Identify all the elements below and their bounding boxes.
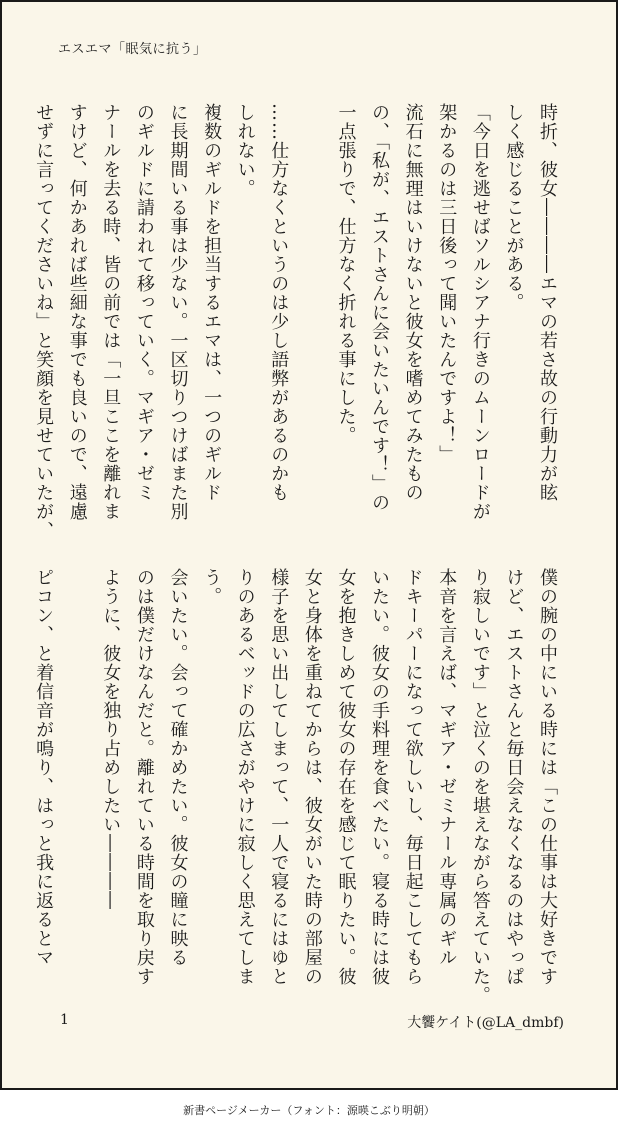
text-line: り寂しいです」と泣くのを堪えながら答えていた。 [469, 568, 491, 1005]
blank-line [60, 568, 94, 1000]
text-line: 僕の腕の中にいる時には「この仕事は大好きです [537, 568, 558, 986]
text-line: 女を抱きしめて彼女の存在を感じて眠りたい。彼 [335, 568, 357, 986]
text-line: いたい。彼女の手料理を食べたい。寝る時には彼 [369, 568, 391, 986]
text-line: 「今日を逃せばソルシアナ行きのムーンロードが [469, 103, 491, 521]
text-line: に長期間いる事は少ない。一区切りつけばまた別 [167, 103, 189, 521]
lower-text-block [33, 568, 564, 1005]
text-line: 女と身体を重ねてからは、彼女がいた時の部屋の [301, 568, 323, 986]
text-line: 複数のギルドを担当するエマは、一つのギルド [201, 103, 223, 502]
text-line: ナールを去る時、皆の前では「一旦ここを離れま [100, 103, 122, 521]
text-line: しく感じることがある。 [503, 103, 525, 312]
text-line: 一点張りで、仕方なく折れる事にした。 [335, 103, 357, 445]
author-credit: 大饗ケイト(@LA_dmbf) [407, 1015, 564, 1031]
text-line: せずに言ってくださいね」と笑顔を見せていたが、 [33, 103, 55, 540]
text-line: 流石に無理はいけないと彼女を嗜めてみたもの [402, 103, 424, 502]
text-line: ように、彼女を独り占めしたい―――― [100, 568, 122, 910]
text-line: すけど、何かあれば些細な事でも良いので、遠慮 [66, 103, 88, 521]
generator-credit: 新書ページメーカー（フォント：源暎こぶり明朝） [183, 1104, 435, 1117]
text-line: のは僕だけなんだと。離れている時間を取り戻す [133, 568, 155, 986]
text-line: のギルドに請われて移っていく。マギア・ゼミ [133, 103, 155, 502]
page-title: エスエマ「眠気に抗う」 [58, 42, 207, 57]
text-line: 本音を言えば、マギア・ゼミナール専属のギル [436, 568, 458, 967]
blank-line [295, 103, 329, 533]
upper-text-block [33, 103, 564, 540]
text-line: 架かるのは三日後って聞いたんですよ！」 [436, 103, 458, 464]
text-line: 時折、彼女――――エマの若さ故の行動力が眩 [537, 103, 558, 502]
text-line: ドキーパーになって欲しいし、毎日起こしてもら [402, 568, 424, 986]
text-line: 会いたい。会って確かめたい。彼女の瞳に映る [167, 568, 189, 967]
text-line: ……仕方なくというのは少し語弊があるのかも [268, 103, 290, 502]
text-line: の、「私が、エストさんに会いたいんです！」の [369, 103, 391, 512]
text-line: ピコン、と着信音が鳴り、はっと我に返るとマ [33, 568, 55, 967]
text-line: しれない。 [234, 103, 256, 198]
text-line: けど、エストさんと毎日会えなくなるのはやっぱ [503, 568, 525, 986]
text-line: う。 [201, 568, 223, 606]
page-number: 1 [60, 1012, 69, 1028]
text-line: りのあるベッドの広さがやけに寂しく思えてしま [234, 568, 256, 986]
text-line: 様子を思い出してしまって、一人で寝るにはゆと [268, 568, 290, 986]
